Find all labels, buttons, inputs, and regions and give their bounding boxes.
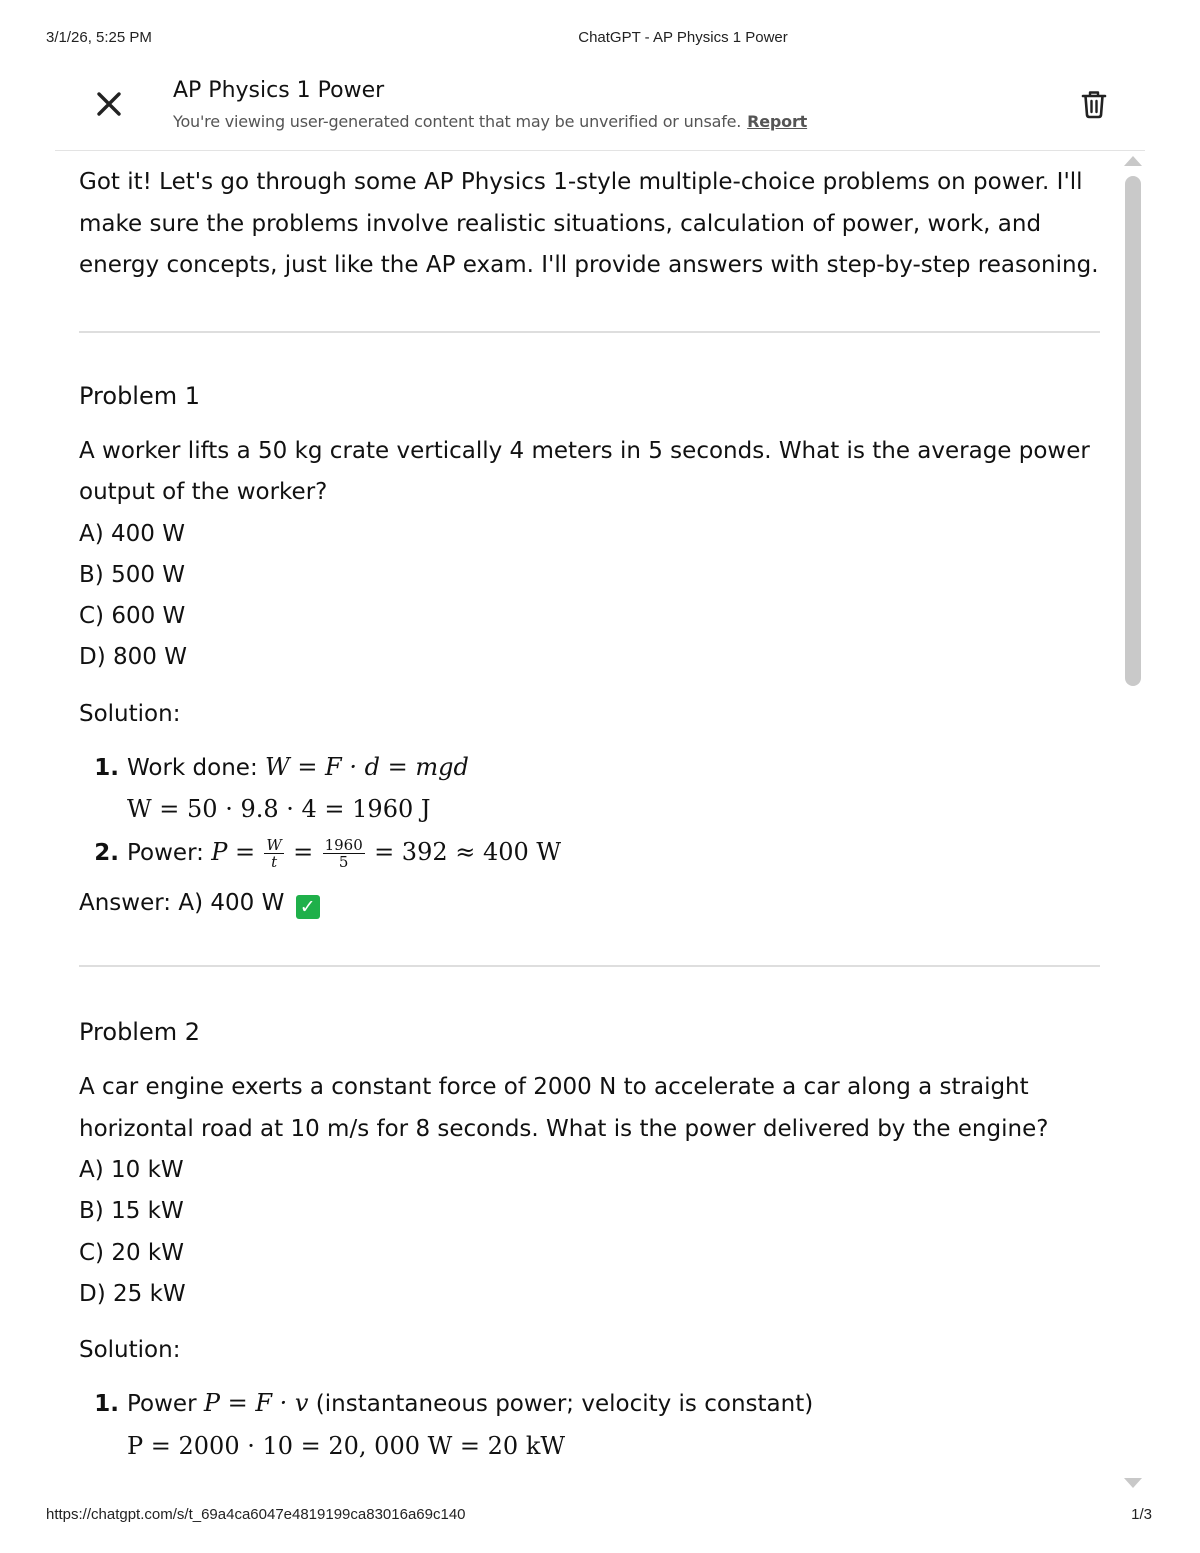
check-icon: ✓	[296, 895, 320, 919]
problem-2-option-a: A) 10 kW	[79, 1157, 184, 1184]
problem-2-solution-label: Solution:	[79, 1337, 181, 1364]
conversation-title: AP Physics 1 Power	[173, 78, 385, 103]
scrollbar-thumb[interactable]	[1125, 176, 1141, 686]
scroll-down-arrow[interactable]	[1124, 1478, 1142, 1488]
answer-text: Answer: A) 400 W	[79, 890, 285, 917]
print-page-title: ChatGPT - AP Physics 1 Power	[578, 29, 788, 46]
step-label: Power:	[127, 839, 204, 866]
problem-1-answer	[79, 888, 1100, 919]
print-page-number: 1/3	[1131, 1506, 1152, 1523]
problem-1-step-1	[127, 747, 1100, 832]
problem-1-steps	[79, 747, 1100, 875]
math-calculation: P = 2000 · 10 = 20, 000 W = 20 kW	[127, 1431, 566, 1460]
assistant-message	[79, 162, 1100, 1468]
problem-2-heading: Problem 2	[79, 1018, 201, 1047]
print-footer	[0, 1506, 1200, 1526]
intro-text: Got it! Let's go through some AP Physics 1-style multiple-choice problems on power. I'll make sure the problems involve realistic situations, calculation of power, work, and energy concepts, just like the AP exam. I'll provide answers with step-by-step reasoning.	[79, 169, 1099, 278]
problem-1-option-a: A) 400 W	[79, 520, 185, 547]
problem-1-option-b: B) 500 W	[79, 561, 186, 588]
fraction-w-over-t: $\frac{W}{t}$	[266, 835, 282, 871]
step-label: Work done:	[127, 754, 258, 781]
print-timestamp: 3/1/26, 5:25 PM	[46, 29, 152, 46]
problem-2-step-1	[127, 1383, 1100, 1468]
print-url: https://chatgpt.com/s/t_69a4ca6047e4819199ca83016a69c140	[46, 1506, 466, 1523]
problem-2-option-c: C) 20 kW	[79, 1239, 184, 1266]
problem-1-option-d: D) 800 W	[79, 644, 187, 671]
problem-2-option-b: B) 15 kW	[79, 1198, 184, 1225]
fraction-1960-over-5: $\frac{1960}{5}$	[324, 835, 363, 871]
problem-1-question: A worker lifts a 50 kg crate vertically 4 meters in 5 seconds. What is the average power output of the worker?	[79, 437, 1090, 505]
math-expression: W = F · d = mgd	[265, 752, 469, 781]
close-button[interactable]	[93, 88, 125, 120]
delete-button[interactable]	[1079, 88, 1109, 120]
trash-icon	[1079, 88, 1109, 120]
problem-1-step-2: 2. Power: P = $\frac{W}{t}$ = $\frac{1960}{5}$ = 392 ≈ 400 W	[127, 832, 1100, 875]
conversation-header	[55, 74, 1145, 151]
math-expression: P = F · v	[203, 1389, 309, 1418]
math-result: = 392 ≈ 400 W	[374, 837, 562, 866]
problem-1-option-c: C) 600 W	[79, 603, 186, 630]
report-link[interactable]: Report	[747, 112, 808, 131]
problem-1-heading: Problem 1	[79, 381, 201, 410]
math-lhs: P =	[211, 837, 256, 866]
step-label: Power	[127, 1391, 197, 1418]
problem-2-steps	[79, 1383, 1100, 1468]
step-note: (instantaneous power; velocity is constant)	[315, 1391, 814, 1418]
math-calculation: W = 50 · 9.8 · 4 = 1960 J	[127, 795, 431, 824]
problem-2-question: A car engine exerts a constant force of 2000 N to accelerate a car along a straight horizontal road at 10 m/s for 8 seconds. What is the power delivered by the engine?	[79, 1074, 1049, 1142]
content-notice	[173, 112, 807, 131]
problem-1-solution-label: Solution:	[79, 700, 181, 727]
content-notice-text: You're viewing user-generated content that may be unverified or unsafe.	[173, 112, 742, 131]
print-header	[0, 29, 1200, 49]
problem-2-option-d: D) 25 kW	[79, 1281, 186, 1308]
scroll-up-arrow[interactable]	[1124, 156, 1142, 166]
close-icon	[93, 88, 125, 120]
